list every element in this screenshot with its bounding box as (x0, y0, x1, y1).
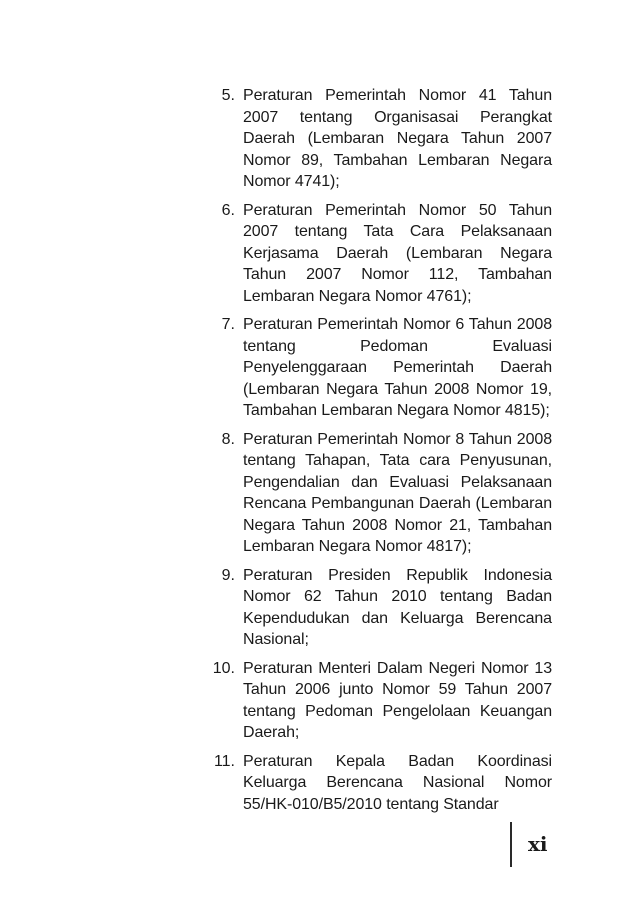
regulation-list (207, 85, 552, 822)
list-item (207, 565, 552, 651)
page-number: xi (528, 832, 548, 856)
item-text: Peraturan Pemerintah Nomor 50 Tahun 2007 tentang Tata Cara Pelaksanaan Kerjasama Daerah (Lembaran Negara Tahun 2007 Nomor 112, Tambahan Lembaran Negara Nomor 4761); (243, 201, 552, 305)
item-text: Peraturan Pemerintah Nomor 41 Tahun 2007 tentang Organisasai Perangkat Daerah (Lembaran Negara Tahun 2007 Nomor 89, Tambahan Lembaran Negara Nomor 4741); (243, 87, 552, 190)
item-number: 8. (221, 430, 235, 448)
list-item (207, 429, 552, 558)
list-item (207, 314, 552, 422)
footer-divider (510, 822, 512, 867)
item-number: 5. (221, 87, 235, 104)
item-number: 10. (212, 659, 235, 677)
item-text: Peraturan Menteri Dalam Negeri Nomor 13 Tahun 2006 junto Nomor 59 Tahun 2007 tentang Pedoman Pengelolaan Keuangan Daerah; (243, 659, 552, 741)
item-text: Peraturan Presiden Republik Indonesia Nomor 62 Tahun 2010 tentang Badan Kependudukan dan Keluarga Berencana Nasional; (243, 566, 552, 648)
list-item (207, 751, 552, 816)
list-item (207, 85, 552, 193)
list-item (207, 658, 552, 744)
item-number: 6. (221, 201, 235, 219)
item-number: 11. (213, 752, 235, 770)
item-text: Peraturan Pemerintah Nomor 6 Tahun 2008 tentang Pedoman Evaluasi Penyelenggaraan Pemerintah Daerah (Lembaran Negara Tahun 2008 Nomor 19, Tambahan Lembaran Negara Nomor 4815); (243, 316, 552, 419)
list-item (207, 200, 552, 308)
item-text: Peraturan Pemerintah Nomor 8 Tahun 2008 tentang Tahapan, Tata cara Penyusunan, Pengendalian dan Evaluasi Pelaksanaan Rencana Pembangunan Daerah (Lembaran Negara Tahun 2008 Nomor 21, Tambahan Lembaran Negara Nomor 4817); (243, 430, 552, 555)
item-number: 7. (221, 316, 235, 333)
item-number: 9. (221, 566, 235, 584)
item-text: Peraturan Kepala Badan Koordinasi Keluarga Berencana Nasional Nomor 55/HK-010/B5/2010 tentang Standar (243, 752, 552, 813)
